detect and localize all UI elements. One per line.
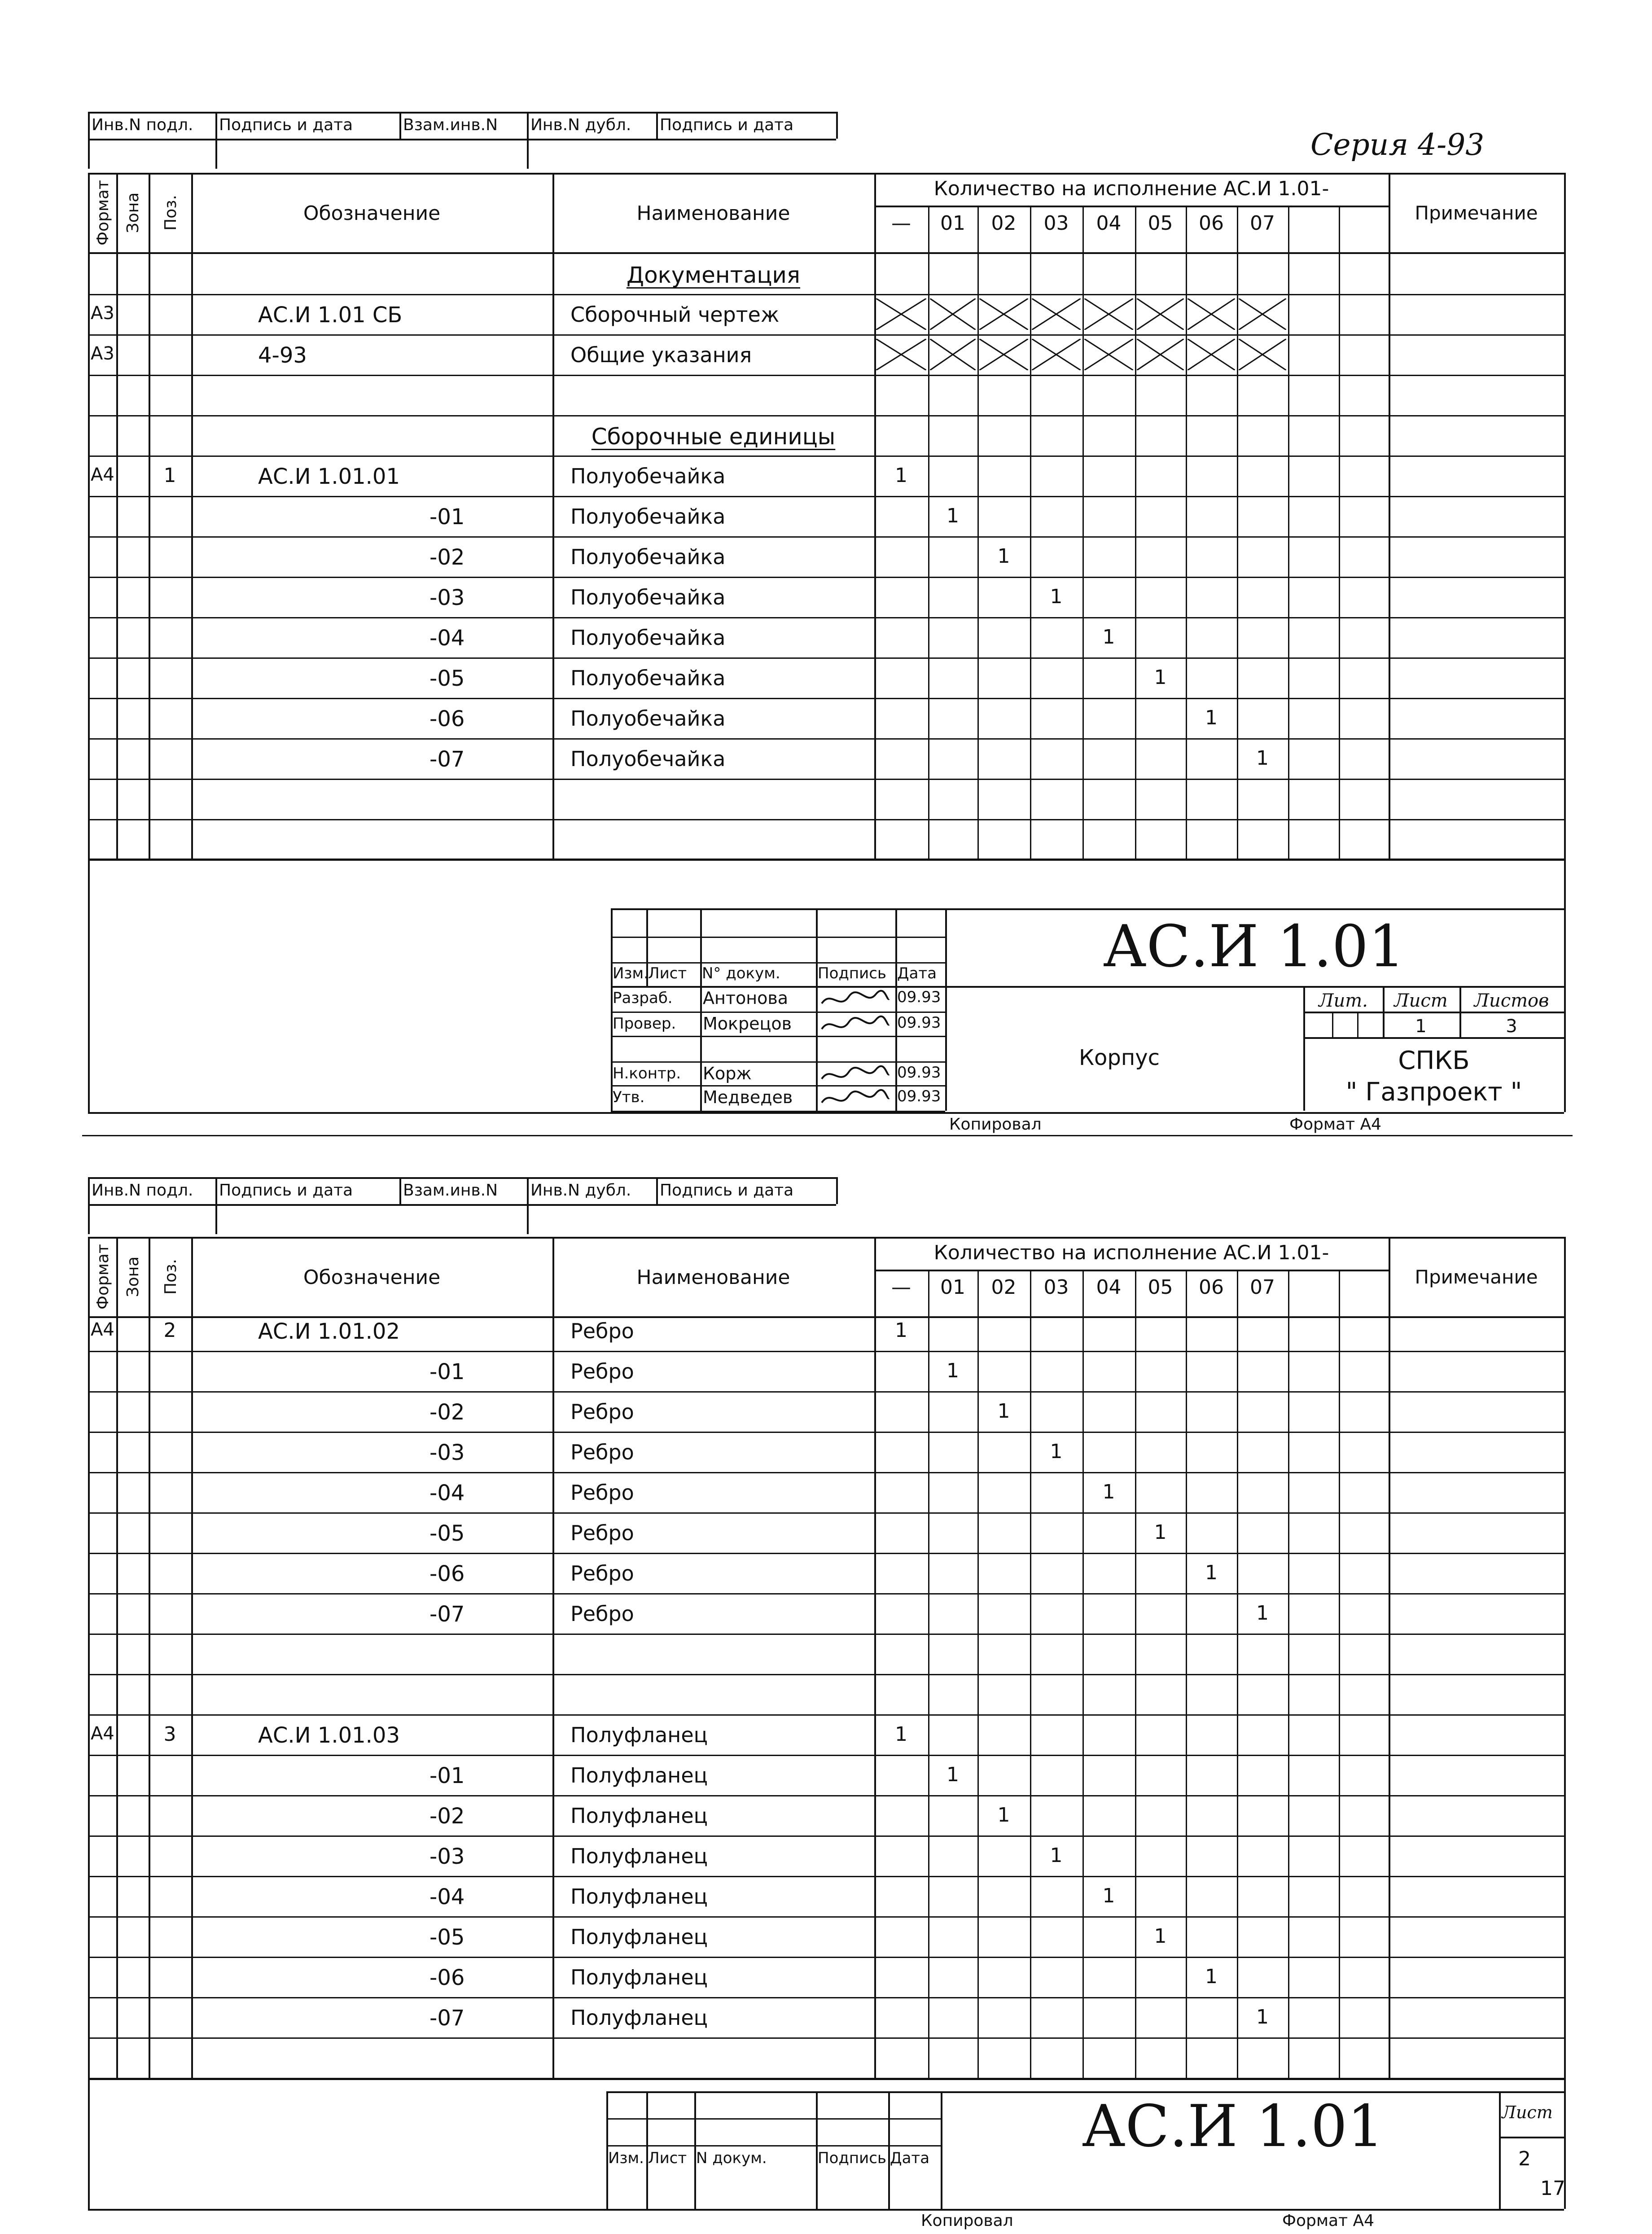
rule-line	[88, 456, 1564, 457]
quantity-value: 1	[1205, 1561, 1218, 1584]
row-designation: -04	[429, 1481, 465, 1506]
column-name-header: Наименование	[636, 1266, 790, 1289]
column-zone-header: Зона	[124, 192, 142, 233]
rule-line	[527, 1177, 529, 1204]
stamp-field-label: Инв.N дубл.	[530, 116, 631, 134]
row-designation: 4-93	[258, 343, 307, 368]
signatory-name: Корж	[703, 1064, 752, 1083]
rule-line	[88, 1997, 1564, 1998]
column-name-header: Наименование	[636, 201, 790, 225]
cross-mark	[876, 339, 926, 370]
cross-mark	[1239, 339, 1286, 370]
rule-line	[88, 1351, 1564, 1352]
row-designation: -06	[429, 706, 465, 732]
page-number: 17	[1540, 2177, 1565, 2200]
rule-line	[88, 859, 1564, 860]
rule-line	[928, 206, 929, 859]
row-designation: -05	[429, 666, 465, 691]
rule-line	[606, 2118, 941, 2120]
cross-mark	[979, 298, 1028, 330]
rule-line	[527, 112, 529, 139]
rule-line	[88, 657, 1564, 659]
variant-header: 07	[1250, 212, 1275, 235]
variant-header: 01	[940, 212, 965, 235]
row-designation: -07	[429, 1602, 465, 1627]
row-position: 1	[163, 464, 176, 487]
row-designation: -03	[429, 1440, 465, 1465]
rule-line	[88, 698, 1564, 699]
signatory-name: Антонова	[703, 988, 788, 1008]
row-name: Полуфланец	[570, 1723, 708, 1747]
quantity-value: 1	[1205, 1965, 1218, 1988]
handwritten-signature	[819, 988, 891, 1011]
column-zone-header: Зона	[124, 1256, 142, 1297]
variant-header: 02	[991, 212, 1017, 235]
rule-line	[88, 1512, 1564, 1514]
signatory-role: Утв.	[613, 1088, 645, 1106]
row-designation: -02	[429, 545, 465, 570]
row-format: А3	[91, 343, 114, 364]
sheets-total: 3	[1506, 1016, 1517, 1037]
column-designation-header: Обозначение	[303, 201, 441, 225]
row-name: Ребро	[570, 1521, 634, 1545]
rule-line	[1564, 173, 1566, 859]
title-block-header: Подпись	[818, 2149, 886, 2167]
rule-line	[874, 173, 876, 859]
rule-line	[88, 1177, 836, 1179]
handwritten-signature	[819, 1087, 891, 1110]
rule-line	[1459, 986, 1461, 1037]
rule-line	[88, 1391, 1564, 1393]
rule-line	[1383, 986, 1385, 1037]
rule-line	[836, 1177, 838, 1204]
row-name: Ребро	[570, 1440, 634, 1464]
rule-line	[88, 1674, 1564, 1675]
rule-line	[1186, 206, 1187, 859]
column-format-header: Формат	[93, 180, 112, 245]
stamp-field-label: Подпись и дата	[219, 1181, 353, 1200]
quantity-value: 1	[1050, 1844, 1063, 1867]
rule-line	[1030, 206, 1031, 859]
item-name: Корпус	[1078, 1045, 1160, 1070]
rule-line	[88, 1204, 836, 1206]
rule-line	[1135, 206, 1136, 859]
cross-mark	[1137, 339, 1184, 370]
rule-line	[88, 819, 1564, 820]
row-designation: -06	[429, 1561, 465, 1586]
section-heading: Сборочные единицы	[591, 424, 836, 450]
rule-line	[88, 1316, 1564, 1318]
rule-line	[82, 1135, 1573, 1136]
cross-mark	[1084, 339, 1133, 370]
rule-line	[88, 1916, 1564, 1918]
signature-date: 09.93	[897, 988, 941, 1006]
row-name: Полуобечайка	[570, 626, 726, 650]
signatory-role: Разраб.	[613, 989, 673, 1007]
rule-line	[1237, 206, 1238, 859]
row-name: Полуфланец	[570, 1763, 708, 1787]
row-designation: -02	[429, 1400, 465, 1425]
quantity-value: 1	[895, 1319, 907, 1342]
copied-label: Копировал	[949, 1115, 1042, 1134]
variant-header: 01	[940, 1276, 965, 1299]
row-name: Полуобечайка	[570, 747, 726, 771]
stamp-field-label: Взам.инв.N	[403, 1181, 498, 1200]
format-label: Формат А4	[1289, 1115, 1382, 1134]
rule-line	[88, 173, 1564, 175]
rule-line	[88, 577, 1564, 578]
sheet-label: Лист	[1502, 2103, 1553, 2122]
cross-mark	[1137, 298, 1184, 330]
rule-line	[88, 1553, 1564, 1554]
rule-line	[399, 1177, 401, 1204]
cross-mark	[930, 339, 976, 370]
rule-line	[611, 1111, 945, 1112]
variant-header: 04	[1096, 1276, 1122, 1299]
rule-line	[88, 334, 1564, 336]
column-qty-header: Количество на исполнение АС.И 1.01-	[933, 1241, 1329, 1264]
rule-line	[88, 112, 90, 169]
row-format: А4	[91, 464, 114, 485]
row-designation: -03	[429, 585, 465, 610]
variant-header: 03	[1043, 212, 1069, 235]
row-name: Полуфланец	[570, 1925, 708, 1949]
rule-line	[88, 1177, 90, 1234]
row-name: Ребро	[570, 1561, 634, 1586]
row-name: Общие указания	[570, 343, 752, 367]
rule-line	[88, 1835, 1564, 1837]
copied-label: Копировал	[921, 2212, 1013, 2230]
title-block-header: Лист	[648, 964, 687, 982]
variant-header: 05	[1148, 212, 1173, 235]
quantity-value: 1	[1102, 1481, 1115, 1503]
cross-mark	[1188, 339, 1235, 370]
row-designation: -02	[429, 1804, 465, 1829]
rule-line	[941, 2091, 942, 2209]
signatory-role: Н.контр.	[613, 1064, 681, 1082]
variant-header: 06	[1199, 1276, 1224, 1299]
quantity-value: 1	[947, 1359, 959, 1382]
column-note-header: Примечание	[1415, 201, 1538, 224]
rule-line	[1303, 1037, 1564, 1039]
row-designation: -01	[429, 504, 465, 530]
quantity-value: 1	[1256, 1602, 1269, 1625]
row-designation: АС.И 1.01.02	[258, 1319, 400, 1344]
doc-code: АС.И 1.01	[1103, 913, 1405, 980]
rule-line	[1288, 206, 1289, 859]
row-designation: -01	[429, 1359, 465, 1384]
row-name: Ребро	[570, 1602, 634, 1626]
rule-line	[1564, 859, 1566, 1112]
stamp-field-label: Подпись и дата	[660, 116, 794, 134]
doc-code: АС.И 1.01	[1082, 2093, 1384, 2160]
rule-line	[88, 1112, 1564, 1114]
title-block-header: Дата	[897, 964, 937, 982]
variant-header: —	[891, 212, 911, 235]
rule-line	[88, 139, 836, 140]
column-format-header: Формат	[93, 1244, 112, 1310]
cross-mark	[1032, 298, 1081, 330]
quantity-value: 1	[1256, 747, 1269, 770]
org-name-2: " Газпроект "	[1345, 1078, 1522, 1107]
title-block-header: Подпись	[818, 964, 886, 982]
quantity-value: 1	[997, 1400, 1010, 1423]
stamp-field-label: Инв.N подл.	[92, 1181, 193, 1200]
variant-header: 06	[1199, 212, 1224, 235]
sheets-label: Листов	[1474, 990, 1549, 1011]
variant-header: —	[891, 1276, 911, 1299]
rule-line	[88, 294, 1564, 295]
sheet-label: Лист	[1394, 990, 1448, 1011]
column-pos-header: Поз.	[161, 1258, 180, 1295]
rule-line	[1303, 986, 1305, 1111]
row-name: Полуфланец	[570, 1884, 708, 1909]
rule-line	[552, 1237, 554, 2078]
column-designation-header: Обозначение	[303, 1266, 441, 1289]
rule-line	[606, 2145, 941, 2146]
rule-line	[88, 2209, 1564, 2211]
rule-line	[88, 415, 1564, 416]
row-name: Полуобечайка	[570, 706, 726, 731]
cross-mark	[1084, 298, 1133, 330]
rule-line	[88, 496, 1564, 497]
cross-mark	[930, 298, 976, 330]
stamp-field-label: Подпись и дата	[660, 1181, 794, 1200]
stamp-field-label: Подпись и дата	[219, 116, 353, 134]
variant-header: 02	[991, 1276, 1017, 1299]
rule-line	[874, 1237, 876, 2078]
rule-line	[1332, 1012, 1333, 1037]
title-block-header: N° докум.	[702, 964, 780, 982]
row-designation: -04	[429, 626, 465, 651]
rule-line	[88, 1876, 1564, 1877]
rule-line	[945, 986, 1564, 988]
quantity-value: 1	[1050, 585, 1063, 608]
row-name: Полуфланец	[570, 1844, 708, 1868]
stamp-field-label: Инв.N подл.	[92, 116, 193, 134]
cross-mark	[1188, 298, 1235, 330]
quantity-value: 1	[895, 464, 907, 487]
row-name: Ребро	[570, 1400, 634, 1424]
variant-header: 04	[1096, 212, 1122, 235]
quantity-value: 1	[1154, 666, 1167, 689]
row-designation: АС.И 1.01 СБ	[258, 302, 403, 328]
rule-line	[1082, 206, 1084, 859]
row-designation: -04	[429, 1884, 465, 1910]
column-note-header: Примечание	[1415, 1266, 1538, 1288]
row-designation: -05	[429, 1925, 465, 1950]
rule-line	[874, 206, 1389, 207]
quantity-value: 1	[1256, 2006, 1269, 2028]
org-name: СПКБ	[1398, 1046, 1470, 1075]
rule-line	[88, 779, 1564, 780]
cross-mark	[1239, 298, 1286, 330]
rule-line	[215, 112, 217, 169]
signatory-role: Провер.	[613, 1015, 676, 1033]
column-qty-header: Количество на исполнение АС.И 1.01-	[933, 177, 1329, 200]
rule-line	[88, 252, 1564, 254]
row-designation: АС.И 1.01.03	[258, 1723, 400, 1748]
row-designation: -06	[429, 1965, 465, 1990]
rule-line	[88, 1237, 90, 2078]
rule-line	[552, 173, 554, 859]
quantity-value: 1	[1050, 1440, 1063, 1463]
row-name: Полуобечайка	[570, 545, 726, 569]
title-block-header: Лист	[648, 2149, 687, 2167]
row-designation: -07	[429, 2006, 465, 2031]
rule-line	[656, 1177, 658, 1204]
quantity-value: 1	[1154, 1521, 1167, 1544]
quantity-value: 1	[997, 545, 1010, 568]
rule-line	[88, 738, 1564, 740]
row-format: А4	[91, 1723, 114, 1744]
rule-line	[88, 1755, 1564, 1756]
rule-line	[88, 1472, 1564, 1473]
rule-line	[215, 1177, 217, 1234]
rule-line	[88, 1432, 1564, 1433]
handwritten-signature	[819, 1063, 891, 1086]
rule-line	[816, 908, 818, 1111]
rule-line	[700, 908, 702, 1111]
rule-line	[611, 908, 1564, 910]
rule-line	[88, 1957, 1564, 1958]
row-name: Ребро	[570, 1359, 634, 1384]
series-label: Серия 4-93	[1310, 127, 1485, 162]
quantity-value: 1	[947, 504, 959, 527]
sheet-number: 1	[1415, 1016, 1427, 1037]
quantity-value: 1	[1205, 706, 1218, 729]
lit-label: Лит.	[1319, 990, 1368, 1011]
signatory-name: Медведев	[703, 1087, 793, 1107]
rule-line	[1303, 1012, 1564, 1013]
row-position: 3	[163, 1723, 176, 1746]
rule-line	[88, 1714, 1564, 1716]
stamp-field-label: Взам.инв.N	[403, 116, 498, 134]
row-designation: -03	[429, 1844, 465, 1869]
rule-line	[656, 112, 658, 139]
rule-line	[88, 112, 836, 114]
signature-date: 09.93	[897, 1087, 941, 1105]
quantity-value: 1	[947, 1763, 959, 1786]
rule-line	[88, 536, 1564, 538]
row-name: Полуобечайка	[570, 504, 726, 529]
rule-line	[1499, 2137, 1564, 2138]
rule-line	[88, 1634, 1564, 1635]
signatory-name: Мокрецов	[703, 1014, 792, 1034]
rule-line	[945, 908, 947, 1111]
quantity-value: 1	[1102, 626, 1115, 648]
row-name: Ребро	[570, 1319, 634, 1343]
rule-line	[88, 375, 1564, 376]
rule-line	[1357, 1012, 1358, 1037]
row-name: Полуобечайка	[570, 585, 726, 609]
quantity-value: 1	[1102, 1884, 1115, 1907]
rule-line	[88, 859, 90, 1112]
rule-line	[399, 112, 401, 139]
row-position: 2	[163, 1319, 176, 1342]
row-format: А4	[91, 1319, 114, 1340]
rule-line	[977, 206, 979, 859]
variant-header: 05	[1148, 1276, 1173, 1299]
handwritten-signature	[819, 1013, 891, 1037]
rule-line	[191, 173, 193, 859]
variant-header: 07	[1250, 1276, 1275, 1299]
quantity-value: 1	[1154, 1925, 1167, 1948]
row-designation: АС.И 1.01.01	[258, 464, 400, 489]
format-label: Формат А4	[1282, 2212, 1375, 2230]
title-block-header: Изм.	[608, 2149, 644, 2167]
row-designation: -07	[429, 747, 465, 772]
rule-line	[836, 112, 838, 139]
signature-date: 09.93	[897, 1014, 941, 1032]
rule-line	[1339, 206, 1340, 859]
rule-line	[1389, 173, 1390, 859]
quantity-value: 1	[997, 1804, 1010, 1827]
rule-line	[88, 617, 1564, 618]
row-name: Полуфланец	[570, 2006, 708, 2030]
row-name: Полуфланец	[570, 1804, 708, 1828]
cross-mark	[979, 339, 1028, 370]
row-designation: -01	[429, 1763, 465, 1788]
row-designation: -05	[429, 1521, 465, 1546]
rule-line	[1389, 1237, 1390, 2078]
rule-line	[1564, 1237, 1566, 2078]
row-format: А3	[91, 303, 114, 324]
rule-line	[88, 2078, 1564, 2080]
row-name: Полуфланец	[570, 1965, 708, 1989]
rule-line	[191, 1237, 193, 2078]
row-name: Полуобечайка	[570, 464, 726, 488]
quantity-value: 1	[895, 1723, 907, 1746]
section-heading: Документация	[627, 262, 800, 288]
title-block-header: Дата	[890, 2149, 930, 2167]
signature-date: 09.93	[897, 1064, 941, 1082]
cross-mark	[876, 298, 926, 330]
title-block-header: Изм.	[613, 964, 649, 982]
rule-line	[116, 1237, 118, 2078]
variant-header: 03	[1043, 1276, 1069, 1299]
rule-line	[88, 1237, 1564, 1239]
rule-line	[149, 173, 150, 859]
row-name: Сборочный чертеж	[570, 302, 780, 327]
cross-mark	[1032, 339, 1081, 370]
rule-line	[88, 1795, 1564, 1796]
rule-line	[88, 1593, 1564, 1594]
row-name: Ребро	[570, 1481, 634, 1505]
title-block-header: N докум.	[696, 2149, 767, 2167]
stamp-field-label: Инв.N дубл.	[530, 1181, 631, 1200]
rule-line	[874, 1270, 1389, 1271]
sheet-number: 2	[1518, 2147, 1531, 2170]
row-name: Полуобечайка	[570, 666, 726, 690]
rule-line	[88, 2037, 1564, 2039]
rule-line	[1499, 2091, 1501, 2209]
rule-line	[116, 173, 118, 859]
rule-line	[149, 1237, 150, 2078]
rule-line	[88, 2078, 90, 2209]
column-pos-header: Поз.	[161, 194, 180, 231]
rule-line	[88, 173, 90, 859]
